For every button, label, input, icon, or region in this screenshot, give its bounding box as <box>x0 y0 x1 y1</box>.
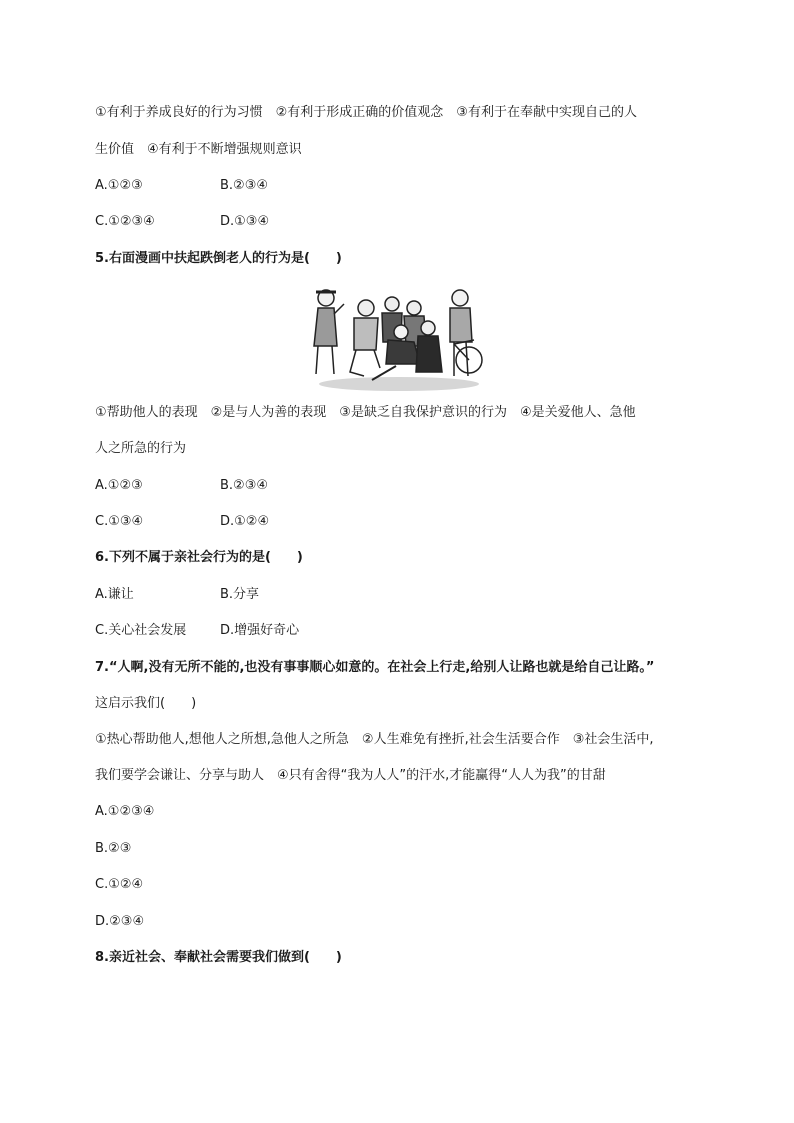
q5-statement-line1: ①帮助他人的表现 ②是与人为善的表现 ③是缺乏自我保护意识的行为 ④是关爱他人、急他 <box>95 405 636 420</box>
q6-option-a: A.谦让 <box>95 587 134 602</box>
q5-option-d: D.①②④ <box>220 514 270 529</box>
q6-option-d: D.增强好奇心 <box>220 623 300 638</box>
q5-stem: 5.右面漫画中扶起跌倒老人的行为是( ) <box>95 251 342 266</box>
q6-option-b: B.分享 <box>220 587 260 602</box>
q6-option-c: C.关心社会发展 <box>95 623 187 638</box>
q4-statement-line1: ①有利于养成良好的行为习惯 ②有利于形成正确的价值观念 ③有利于在奉献中实现自己的人 <box>95 105 637 120</box>
q7-option-d: D.②③④ <box>95 914 145 929</box>
q5-option-b: B.②③④ <box>220 478 269 493</box>
q4-option-d: D.①③④ <box>220 214 270 229</box>
q5-option-c: C.①③④ <box>95 514 144 529</box>
q7-option-c: C.①②④ <box>95 877 144 892</box>
q4-option-a: A.①②③ <box>95 178 143 193</box>
cartoon-helping-elderly-illustration <box>304 284 490 396</box>
q7-stem-line2: 这启示我们( ) <box>95 696 197 711</box>
q5-option-a: A.①②③ <box>95 478 143 493</box>
q7-statement-line2: 我们要学会谦让、分享与助人 ④只有舍得“我为人人”的汗水,才能赢得“人人为我”的甘甜 <box>95 768 606 783</box>
q8-stem: 8.亲近社会、奉献社会需要我们做到( ) <box>95 950 342 965</box>
q4-statement-line2: 生价值 ④有利于不断增强规则意识 <box>95 142 302 157</box>
q7-statement-line1: ①热心帮助他人,想他人之所想,急他人之所急 ②人生难免有挫折,社会生活要合作 ③社会生活中, <box>95 732 654 747</box>
q6-stem: 6.下列不属于亲社会行为的是( ) <box>95 550 303 565</box>
q7-option-b: B.②③ <box>95 841 132 856</box>
q4-option-c: C.①②③④ <box>95 214 155 229</box>
q7-option-a: A.①②③④ <box>95 804 155 819</box>
q5-statement-line2: 人之所急的行为 <box>95 441 187 456</box>
q4-option-b: B.②③④ <box>220 178 269 193</box>
q7-stem-line1: 7.“人啊,没有无所不能的,也没有事事顺心如意的。在社会上行走,给别人让路也就是给自己让路。” <box>95 660 655 675</box>
